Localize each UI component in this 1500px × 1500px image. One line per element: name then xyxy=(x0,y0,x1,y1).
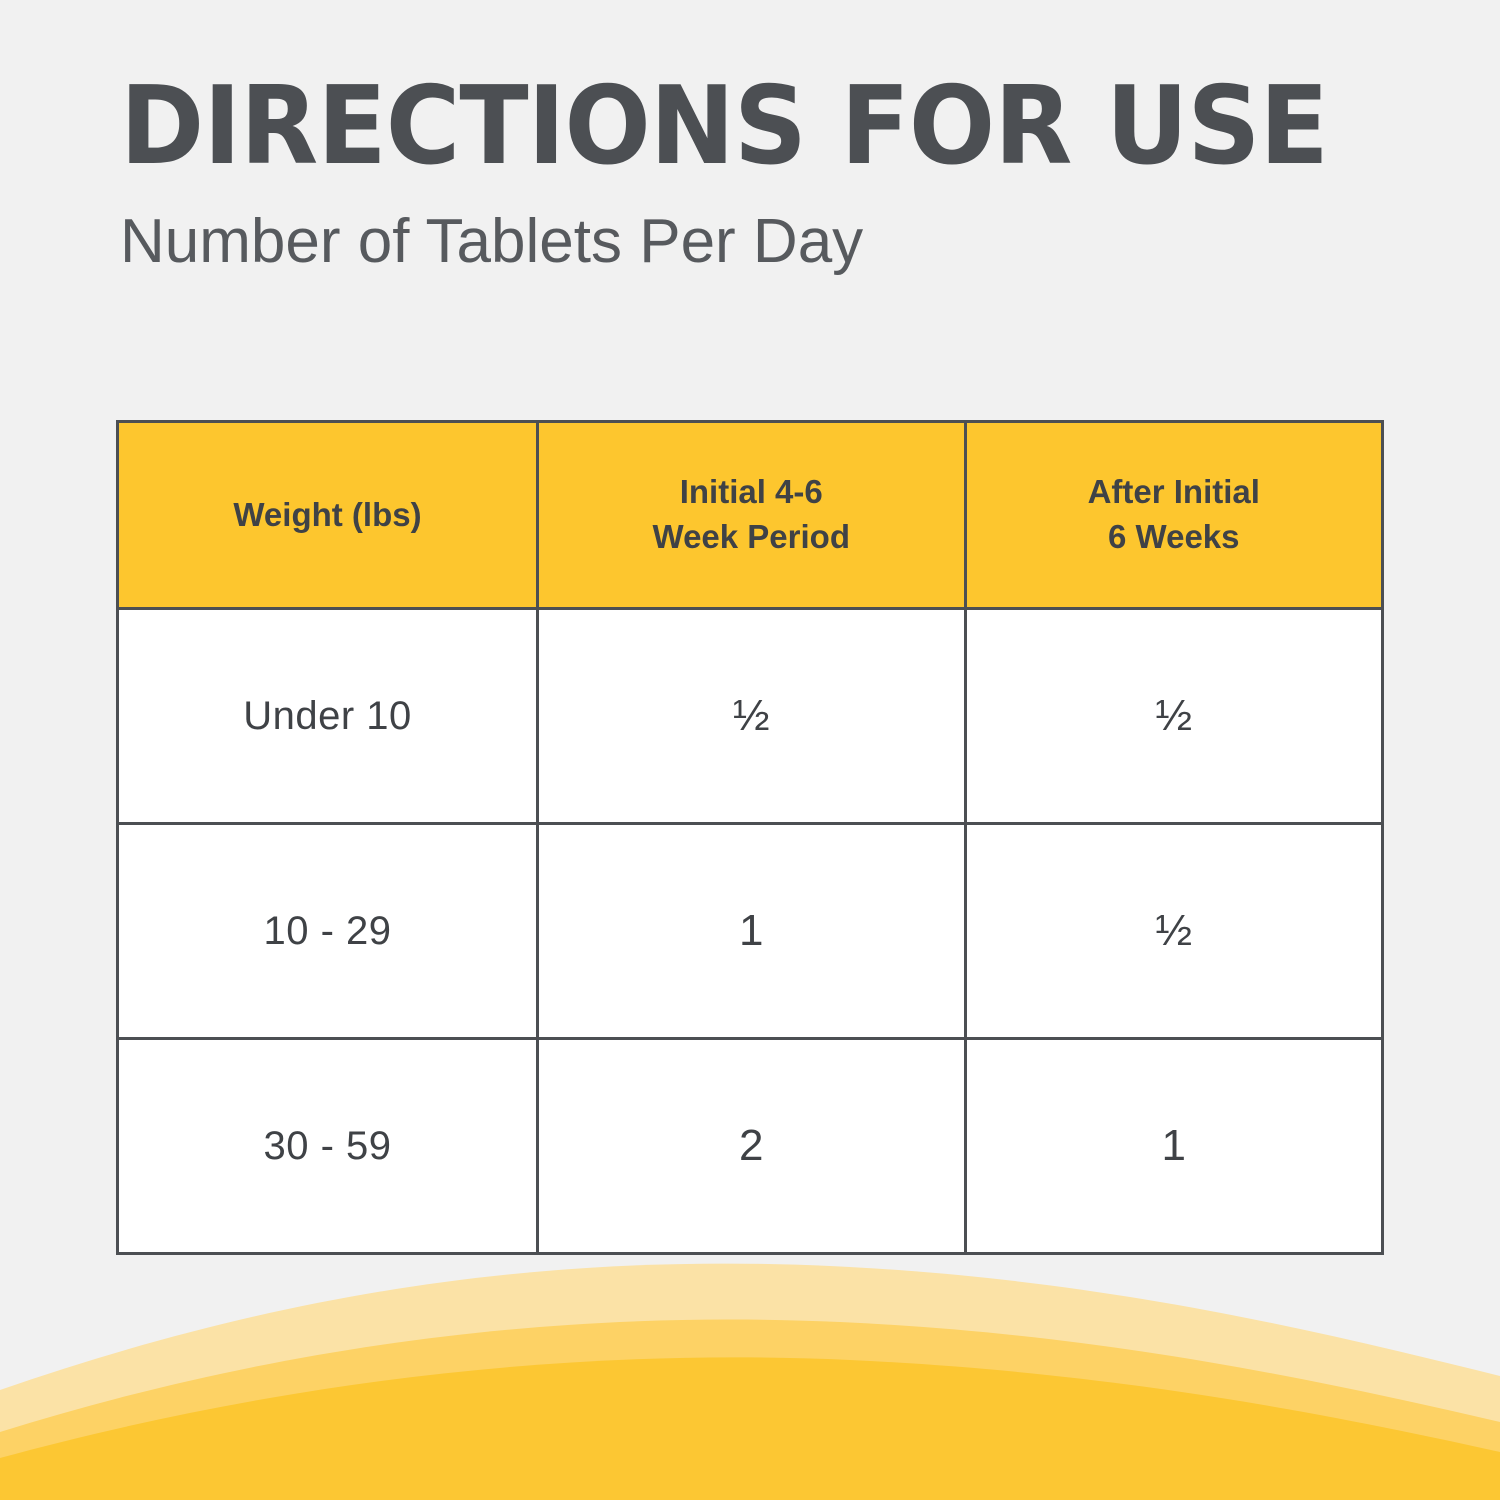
table-body xyxy=(118,609,1383,1254)
column-header-initial-line-1: Initial 4-6 xyxy=(679,473,823,511)
column-header-after-line-1: After Initial xyxy=(1087,473,1260,511)
table-header-row xyxy=(118,422,1383,609)
page-title: DIRECTIONS FOR USE xyxy=(120,64,1328,189)
wave-path-mid xyxy=(0,1320,1500,1500)
table-row xyxy=(118,609,1383,824)
column-header-initial-line-2: Week Period xyxy=(652,518,850,555)
column-header-weight xyxy=(118,422,538,609)
header xyxy=(120,64,1420,277)
cell-initial-dose: ½ xyxy=(537,609,965,824)
table-row xyxy=(118,1039,1383,1254)
column-header-after-line-2: 6 Weeks xyxy=(1108,518,1240,555)
cell-after-dose: 1 xyxy=(965,1039,1382,1254)
column-header-initial-period xyxy=(537,422,965,609)
cell-initial-dose: 1 xyxy=(537,824,965,1039)
cell-initial-dose: 2 xyxy=(537,1039,965,1254)
dosage-table xyxy=(116,420,1384,1255)
cell-weight: Under 10 xyxy=(118,609,538,824)
dosage-table-container xyxy=(116,420,1384,1255)
column-header-weight-line-1: Weight (lbs) xyxy=(233,495,422,533)
cell-after-dose: ½ xyxy=(965,609,1382,824)
wave-path-light xyxy=(0,1264,1500,1500)
cell-after-dose: ½ xyxy=(965,824,1382,1039)
wave-path-dark xyxy=(0,1357,1500,1500)
column-header-after-initial xyxy=(965,422,1382,609)
cell-weight: 30 - 59 xyxy=(118,1039,538,1254)
cell-weight: 10 - 29 xyxy=(118,824,538,1039)
table-row xyxy=(118,824,1383,1039)
page-subtitle: Number of Tablets Per Day xyxy=(120,207,864,277)
table-header xyxy=(118,422,1383,609)
